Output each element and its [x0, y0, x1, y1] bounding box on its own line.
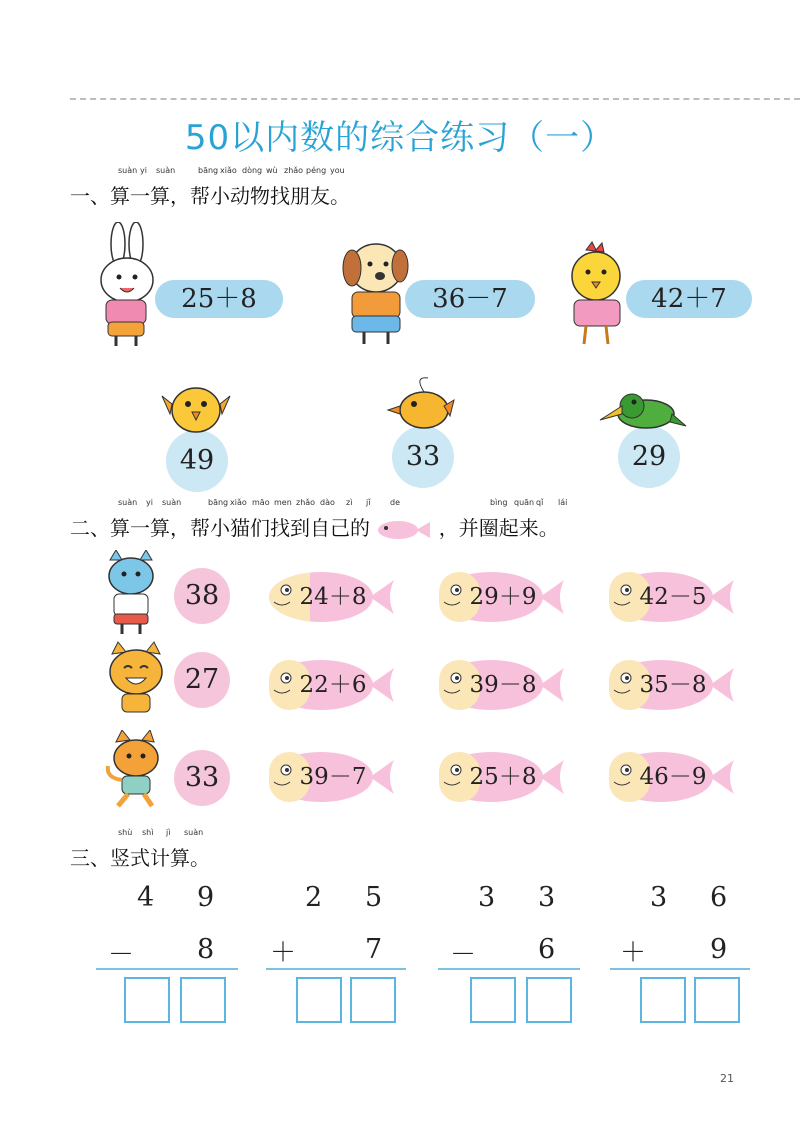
section-1-label: 一、算一算，帮小动物找朋友。 [70, 184, 350, 208]
expression-pill: 36－7 [405, 280, 535, 318]
orange-bird-icon [384, 372, 456, 436]
bottom-digit: 7 [365, 934, 383, 965]
pinyin: dào [320, 498, 335, 507]
top-digit: 3 [478, 882, 496, 913]
fish-expression: 39－7 [299, 764, 367, 790]
answer-bubble: 33 [392, 426, 454, 488]
blue-cat-icon [102, 550, 160, 636]
section-2-heading [70, 498, 568, 541]
section-1-heading [70, 166, 350, 209]
pinyin: de [390, 498, 400, 507]
pinyin: jǐ [366, 498, 371, 507]
expression-pill: 25＋8 [155, 280, 283, 318]
top-digit: 3 [650, 882, 668, 913]
green-parrot-icon [596, 384, 688, 444]
answer-box[interactable] [350, 977, 396, 1023]
pinyin: quān [514, 498, 535, 507]
fish-card[interactable] [436, 658, 566, 712]
answer-box[interactable] [296, 977, 342, 1023]
pinyin: xiǎo [220, 166, 237, 175]
pinyin: zhǎo [296, 498, 316, 507]
pinyin: dòng [242, 166, 263, 175]
yellow-cat-icon [104, 640, 168, 716]
pinyin: lái [558, 498, 568, 507]
section-2-label-a: 二、算一算，帮小猫们找到自己的 [70, 516, 370, 540]
answer-box[interactable] [124, 977, 170, 1023]
top-digit: 3 [538, 882, 556, 913]
pinyin: wù [266, 166, 278, 175]
pinyin: you [330, 166, 345, 175]
answer-box[interactable] [526, 977, 572, 1023]
fish-expression: 24＋8 [299, 584, 367, 610]
fish-card[interactable] [606, 658, 736, 712]
orange-cat-icon [102, 730, 168, 808]
fish-icon [376, 519, 432, 541]
section-3-heading [70, 828, 210, 871]
operator: ＋ [620, 938, 647, 968]
fish-expression: 39－8 [469, 672, 537, 698]
answer-box[interactable] [640, 977, 686, 1023]
pinyin: māo [252, 498, 270, 507]
answer-box[interactable] [694, 977, 740, 1023]
answer-box[interactable] [180, 977, 226, 1023]
answer-bubble: 49 [166, 430, 228, 492]
bottom-digit: 6 [538, 934, 556, 965]
pinyin: suàn [156, 166, 176, 175]
pinyin: shù [118, 828, 133, 837]
answer-bubble: 29 [618, 426, 680, 488]
pinyin: péng [306, 166, 327, 175]
pinyin: qǐ [536, 498, 544, 507]
section-2-label-b: ，并圈起来。 [438, 516, 559, 540]
fish-card[interactable] [266, 658, 396, 712]
puppy-icon [334, 236, 414, 346]
fish-expression: 35－8 [639, 672, 707, 698]
pinyin: suàn [162, 498, 182, 507]
pinyin: suàn [118, 166, 138, 175]
top-digit: 5 [365, 882, 383, 913]
operator: － [108, 940, 135, 970]
bottom-digit: 8 [197, 934, 215, 965]
cat-number: 38 [174, 568, 230, 624]
bottom-digit: 9 [710, 934, 728, 965]
pinyin: shì [142, 828, 154, 837]
top-digit: 9 [197, 882, 215, 913]
fish-card[interactable] [266, 750, 396, 804]
cat-number: 33 [174, 750, 230, 806]
pinyin: jì [166, 828, 171, 837]
fish-card[interactable] [436, 570, 566, 624]
answer-line [266, 968, 406, 970]
answer-box[interactable] [470, 977, 516, 1023]
top-digit: 6 [710, 882, 728, 913]
fish-expression: 22＋6 [299, 672, 367, 698]
pinyin: men [274, 498, 292, 507]
answer-line [96, 968, 238, 970]
fish-expression: 42－5 [639, 584, 707, 610]
fish-card[interactable] [606, 570, 736, 624]
yellow-bird-icon [160, 374, 232, 440]
pinyin: zhǎo [284, 166, 304, 175]
top-digit: 4 [137, 882, 155, 913]
page-number: 21 [720, 1072, 734, 1085]
fish-card[interactable] [266, 570, 396, 624]
answer-line [438, 968, 580, 970]
cat-number: 27 [174, 652, 230, 708]
answer-line [610, 968, 750, 970]
fish-expression: 29＋9 [469, 584, 537, 610]
expression-pill: 42＋7 [626, 280, 752, 318]
pinyin: bāng [208, 498, 229, 507]
rabbit-icon [92, 222, 162, 347]
operator: － [450, 940, 477, 970]
top-digit: 2 [305, 882, 323, 913]
fish-expression: 25＋8 [469, 764, 537, 790]
page-title: 50以内数的综合练习（一） [184, 118, 616, 158]
pinyin: yi [140, 166, 147, 175]
section-3-label: 三、竖式计算。 [70, 846, 210, 870]
pinyin: bāng [198, 166, 219, 175]
header-divider [70, 98, 800, 100]
pinyin: yi [146, 498, 153, 507]
pinyin: bìng [490, 498, 508, 507]
operator: ＋ [270, 938, 297, 968]
fish-card[interactable] [436, 750, 566, 804]
pinyin: suàn [118, 498, 138, 507]
pinyin: zì [346, 498, 353, 507]
pinyin: xiǎo [230, 498, 247, 507]
pinyin: suàn [184, 828, 204, 837]
fish-card[interactable] [606, 750, 736, 804]
fish-expression: 46－9 [639, 764, 707, 790]
